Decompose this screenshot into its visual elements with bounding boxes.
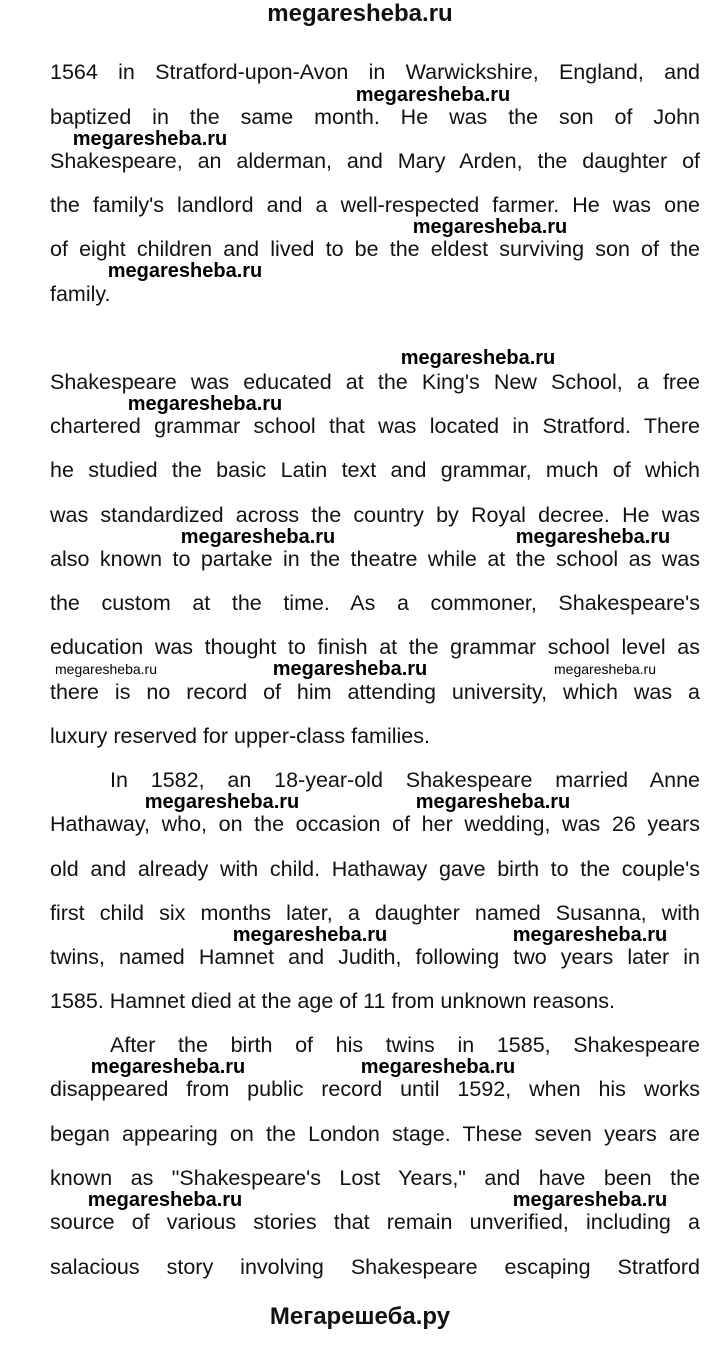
text-line: 1564 in Stratford-upon-Avon in Warwickshire, England, and	[50, 60, 700, 84]
watermark: megaresheba.ru	[232, 924, 388, 946]
site-header: megaresheba.ru	[267, 0, 453, 27]
watermark: megaresheba.ru	[72, 128, 228, 150]
text-line: old and already with child. Hathaway gave birth to the couple's	[50, 857, 700, 881]
text-line: luxury reserved for upper-class families.	[50, 724, 430, 748]
watermark: megaresheba.ru	[512, 924, 668, 946]
watermark: megaresheba.ru	[144, 791, 300, 813]
watermark: megaresheba.ru	[272, 658, 428, 680]
text-line: education was thought to finish at the grammar school level as	[50, 635, 700, 659]
text-line: began appearing on the London stage. These seven years are	[50, 1122, 700, 1146]
watermark: megaresheba.ru	[127, 393, 283, 415]
watermark: megaresheba.ru	[355, 84, 511, 106]
text-line: of eight children and lived to be the eldest surviving son of the	[50, 237, 700, 261]
text-line: first child six months later, a daughter named Susanna, with	[50, 901, 700, 925]
text-line: salacious story involving Shakespeare escaping Stratford	[50, 1255, 700, 1279]
text-line: was standardized across the country by Royal decree. He was	[50, 503, 700, 527]
text-line: the custom at the time. As a commoner, Shakespeare's	[50, 591, 700, 615]
text-line: baptized in the same month. He was the son of John	[50, 105, 700, 129]
text-line: the family's landlord and a well-respected farmer. He was one	[50, 193, 700, 217]
text-line: family.	[50, 282, 111, 306]
watermark: megaresheba.ru	[512, 1189, 668, 1211]
text-line: After the birth of his twins in 1585, Shakespeare	[110, 1033, 700, 1057]
watermark: megaresheba.ru	[107, 260, 263, 282]
watermark: megaresheba.ru	[87, 1189, 243, 1211]
text-line: 1585. Hamnet died at the age of 11 from unknown reasons.	[50, 989, 615, 1013]
text-line: Shakespeare was educated at the King's New School, a free	[50, 370, 700, 394]
site-footer: Мегарешеба.ру	[269, 1303, 451, 1330]
text-line: known as "Shakespeare's Lost Years," and have been the	[50, 1166, 700, 1190]
watermark: megaresheba.ru	[515, 526, 671, 548]
text-line: there is no record of him attending university, which was a	[50, 680, 700, 704]
text-line: Hathaway, who, on the occasion of her wedding, was 26 years	[50, 812, 700, 836]
watermark: megaresheba.ru	[415, 791, 571, 813]
text-line: disappeared from public record until 1592, when his works	[50, 1077, 700, 1101]
watermark: megaresheba.ru	[412, 216, 568, 238]
text-line: In 1582, an 18-year-old Shakespeare married Anne	[110, 768, 700, 792]
text-line: also known to partake in the theatre while at the school as was	[50, 547, 700, 571]
watermark: megaresheba.ru	[554, 661, 656, 677]
text-line: twins, named Hamnet and Judith, following two years later in	[50, 945, 700, 969]
text-line: chartered grammar school that was located in Stratford. There	[50, 414, 700, 438]
watermark: megaresheba.ru	[180, 526, 336, 548]
watermark: megaresheba.ru	[55, 661, 157, 677]
text-line: he studied the basic Latin text and grammar, much of which	[50, 458, 700, 482]
watermark: megaresheba.ru	[360, 1056, 516, 1078]
watermark: megaresheba.ru	[90, 1056, 246, 1078]
watermark: megaresheba.ru	[400, 347, 556, 369]
text-line: source of various stories that remain unverified, including a	[50, 1210, 700, 1234]
text-line: Shakespeare, an alderman, and Mary Arden, the daughter of	[50, 149, 700, 173]
